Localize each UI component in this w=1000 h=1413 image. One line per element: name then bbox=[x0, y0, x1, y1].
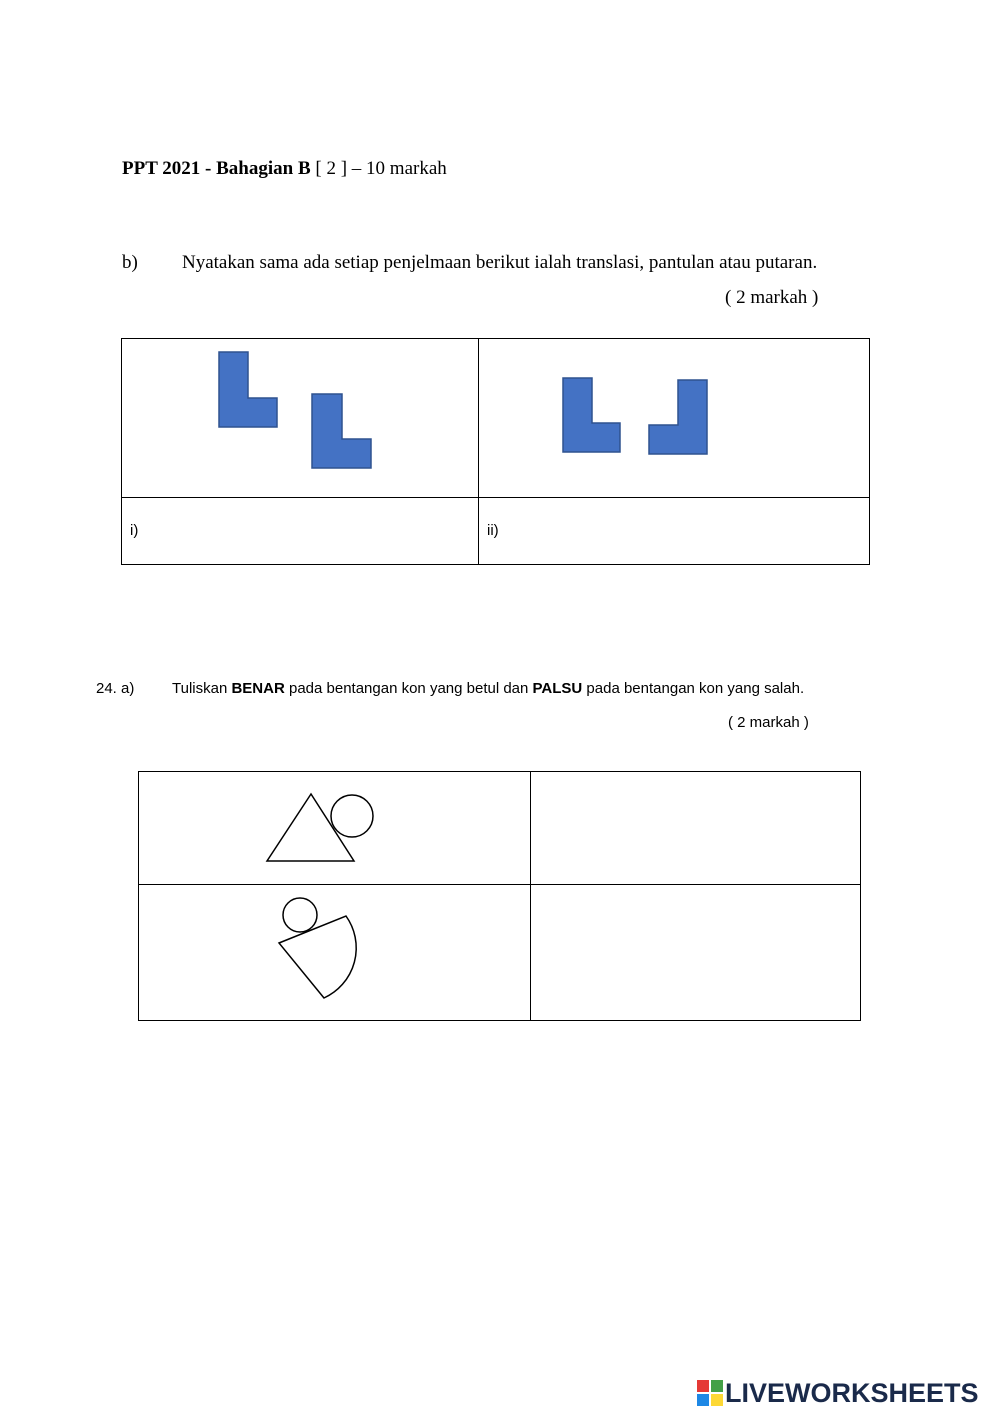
title-bold: PPT 2021 - Bahagian B bbox=[122, 158, 311, 179]
q24-text-part: pada bentangan kon yang betul dan bbox=[284, 680, 533, 697]
answer-label-ii: ii) bbox=[487, 522, 499, 539]
answer-label-i: i) bbox=[130, 522, 139, 539]
transformation-table bbox=[121, 338, 870, 565]
question-b-text: Nyatakan sama ada setiap penjelmaan berikut ialah translasi, pantulan atau putaran. bbox=[182, 252, 818, 273]
answer-cell-net-1[interactable] bbox=[531, 772, 861, 885]
question-b-label: b) bbox=[122, 252, 138, 273]
question-b-marks: ( 2 markah ) bbox=[725, 287, 819, 308]
net-circle bbox=[283, 898, 317, 932]
net-triangle bbox=[267, 794, 354, 861]
q24-text-palsu: PALSU bbox=[532, 680, 583, 697]
l-shapes-translation bbox=[122, 339, 479, 497]
triangle-circle-net bbox=[139, 772, 531, 884]
q24-text-part: pada bentangan kon yang salah. bbox=[582, 680, 805, 697]
l-shape-original bbox=[563, 378, 620, 452]
cone-net-figure-2 bbox=[139, 885, 531, 1021]
figure-cell-ii bbox=[479, 339, 870, 498]
title-rest: [ 2 ] – 10 markah bbox=[310, 158, 447, 179]
answer-cell-ii[interactable] bbox=[479, 498, 870, 565]
liveworksheets-logo-icon bbox=[697, 1380, 723, 1406]
figure-cell-i bbox=[122, 339, 479, 498]
cone-net-figure-1 bbox=[139, 772, 531, 885]
question-24-label: 24. a) bbox=[96, 680, 135, 697]
l-shapes-reflection bbox=[479, 339, 870, 497]
liveworksheets-watermark bbox=[697, 1378, 979, 1408]
page-title bbox=[122, 158, 447, 180]
l-shape-original bbox=[219, 352, 277, 427]
answer-cell-i[interactable] bbox=[122, 498, 479, 565]
answer-cell-net-2[interactable] bbox=[531, 885, 861, 1021]
sector-circle-net bbox=[139, 885, 531, 1020]
question-24-marks: ( 2 markah ) bbox=[728, 714, 809, 731]
question-24-text bbox=[172, 680, 804, 697]
l-shape-image bbox=[312, 394, 371, 468]
q24-text-benar: BENAR bbox=[231, 680, 285, 697]
q24-text-part: Tuliskan bbox=[172, 680, 232, 697]
cone-net-table bbox=[138, 771, 861, 1021]
l-shape-image bbox=[649, 380, 707, 454]
net-circle bbox=[331, 795, 373, 837]
watermark-text: LIVEWORKSHEETS bbox=[725, 1377, 979, 1408]
